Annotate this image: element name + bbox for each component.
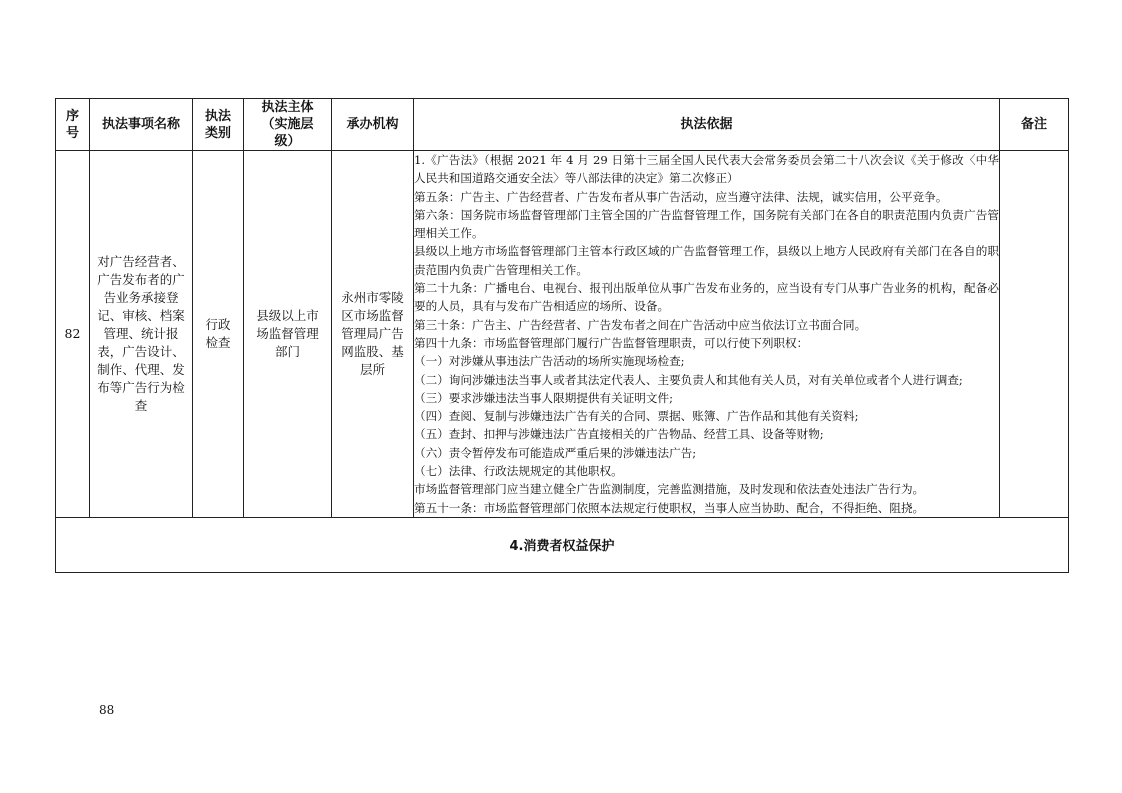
basis-paragraph: （二）询问涉嫌违法当事人或者其法定代表人、主要负责人和其他有关人员，对有关单位或者个人进行调查; <box>414 372 963 387</box>
row-index: 82 <box>56 151 90 518</box>
basis-paragraph: （七）法律、行政法规规定的其他职权。 <box>414 464 623 479</box>
basis-paragraph: 第五十一条：市场监督管理部门依照本法规定行使职权，当事人应当协助、配合，不得拒绝、阻挠。 <box>414 500 925 515</box>
basis-paragraph: 1.《广告法》（根据 2021 年 4 月 29 日第十三届全国人民代表大会常务委员会第二十八次会议《关于修改〈中华人民共和国道路交通安全法〉等八部法律的决定》第二次修正） <box>414 153 999 186</box>
basis-paragraph: 第三十条：广告主、广告经营者、广告发布者之间在广告活动中应当依法订立书面合同。 <box>414 317 867 332</box>
page-number: 88 <box>99 703 115 717</box>
header-remark: 备注 <box>1000 99 1069 151</box>
section-row <box>56 517 1069 572</box>
basis-paragraph: （三）要求涉嫌违法当事人限期提供有关证明文件; <box>414 390 673 405</box>
row-subject: 县级以上市场监督管理部门 <box>244 151 332 518</box>
table-row <box>56 151 1069 518</box>
basis-paragraph: 县级以上地方市场监督管理部门主管本行政区域的广告监督管理工作，县级以上地方人民政府有关部门在各自的职责范围内负责广告管理相关工作。 <box>414 244 999 277</box>
header-row <box>56 99 1069 151</box>
header-category: 执法类别 <box>193 99 244 151</box>
basis-paragraph: 市场监督管理部门应当建立健全广告监测制度，完善监测措施，及时发现和依法查处违法广告行为。 <box>414 482 925 497</box>
basis-paragraph: （四）查阅、复制与涉嫌违法广告有关的合同、票据、账簿、广告作品和其他有关资料; <box>414 409 859 424</box>
header-index: 序号 <box>56 99 90 151</box>
basis-paragraph: 第二十九条：广播电台、电视台、报刊出版单位从事广告发布业务的，应当设有专门从事广告业务的机构，配备必要的人员，具有与发布广告相适应的场所、设备。 <box>414 281 999 314</box>
header-basis: 执法依据 <box>414 99 1000 151</box>
basis-paragraph: （一）对涉嫌从事违法广告活动的场所实施现场检查; <box>414 354 685 369</box>
header-name: 执法事项名称 <box>90 99 193 151</box>
row-basis <box>414 151 1000 518</box>
basis-paragraph: 第五条：广告主、广告经营者、广告发布者从事广告活动，应当遵守法律、法规，诚实信用，公平竞争。 <box>414 189 948 204</box>
row-category: 行政检查 <box>193 151 244 518</box>
row-agency: 永州市零陵区市场监督管理局广告网监股、基层所 <box>332 151 414 518</box>
basis-paragraph: （六）责令暂停发布可能造成严重后果的涉嫌违法广告; <box>414 445 697 460</box>
basis-paragraph: 第四十九条：市场监督管理部门履行广告监督管理职责，可以行使下列职权： <box>414 335 809 350</box>
header-subject: 执法主体（实施层级） <box>244 99 332 151</box>
basis-paragraph: 第六条：国务院市场监督管理部门主管全国的广告监督管理工作，国务院有关部门在各自的职责范围内负责广告管理相关工作。 <box>414 207 999 241</box>
row-remark <box>1000 151 1069 518</box>
row-name: 对广告经营者、广告发布者的广告业务承接登记、审核、档案管理、统计报表，广告设计、制作、代理、发布等广告行为检查 <box>90 151 193 518</box>
header-agency: 承办机构 <box>332 99 414 151</box>
enforcement-table <box>55 98 1069 573</box>
basis-paragraph: （五）查封、扣押与涉嫌违法广告直接相关的广告物品、经营工具、设备等财物; <box>414 427 824 442</box>
section-title: 4.消费者权益保护 <box>56 517 1069 572</box>
